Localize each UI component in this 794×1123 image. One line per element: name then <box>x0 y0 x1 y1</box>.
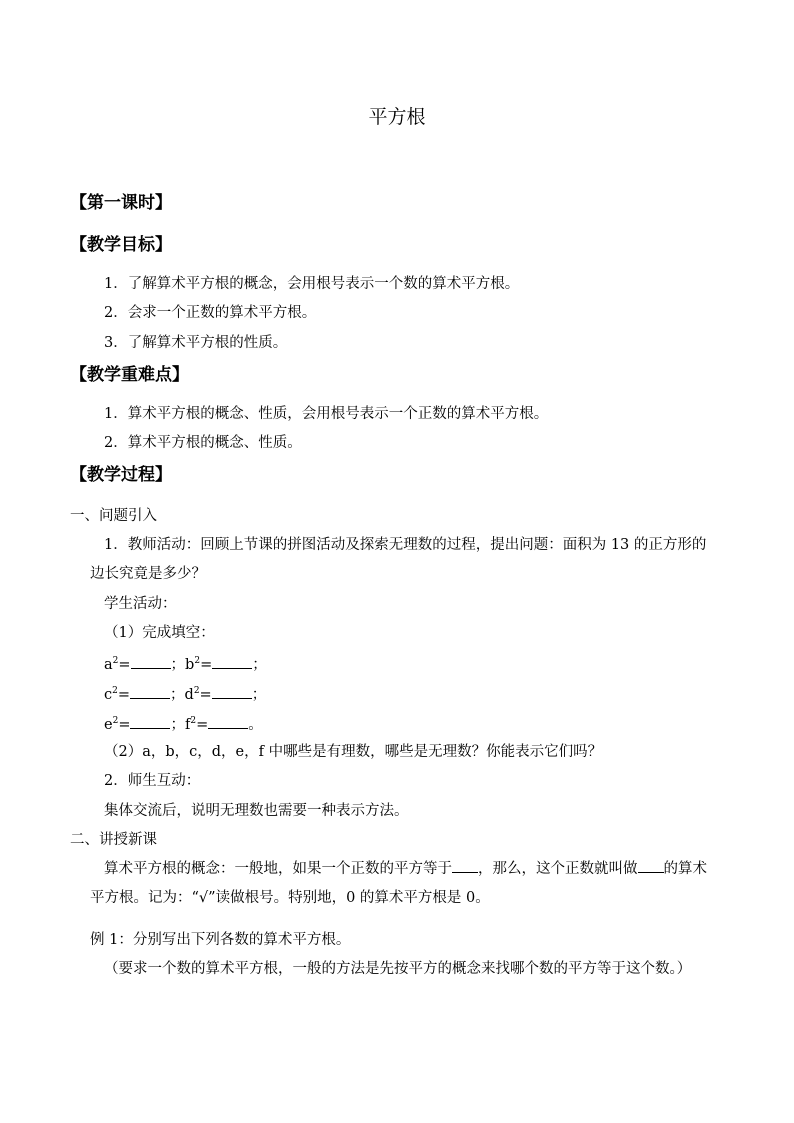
var-a: a <box>104 657 113 673</box>
concept-blank-2[interactable] <box>638 857 664 873</box>
teacher-student-interaction: 2．师生互动： <box>104 773 201 789</box>
process-heading: 【教学过程】 <box>70 465 172 485</box>
lesson-heading: 【第一课时】 <box>70 193 172 213</box>
concept-blank-1[interactable] <box>452 857 478 873</box>
fill-row-cd: $c^2=$ ；$d^2=$ ； <box>104 683 266 705</box>
fill-in-instruction: （1）完成填空： <box>104 625 215 641</box>
example-1: 例 1：分别写出下列各数的算术平方根。 <box>90 932 351 948</box>
teacher-activity: 1．教师活动：回顾上节课的拼图活动及探索无理数的过程，提出问题：面积为 13 的正方形的边长究竟是多少？ <box>90 537 707 582</box>
answer-blank[interactable] <box>130 683 170 699</box>
fill-row-ef: $e^2=$ ；$f^2=$ 。 <box>104 713 263 735</box>
part2-heading: 二、讲授新课 <box>70 832 157 848</box>
student-activity: 学生活动： <box>104 596 177 612</box>
answer-blank[interactable] <box>212 653 252 669</box>
exchange-note: 集体交流后，说明无理数也需要一种表示方法。 <box>104 803 409 819</box>
goal-item-3: 3．了解算术平方根的性质。 <box>104 335 288 351</box>
answer-blank[interactable] <box>208 713 248 729</box>
answer-blank[interactable] <box>212 683 252 699</box>
answer-blank[interactable] <box>131 653 171 669</box>
fill-row-ab: $a^2=$ ；$b^2=$ ； <box>104 653 267 675</box>
key-points-heading: 【教学重难点】 <box>70 365 189 385</box>
part1-heading: 一、问题引入 <box>70 508 157 524</box>
example-note: （要求一个数的算术平方根，一般的方法是先按平方的概念来找哪个数的平方等于这个数。） <box>104 961 692 977</box>
question-2: （2）a，b，c，d，e，f 中哪些是有理数，哪些是无理数？你能表示它们吗？ <box>104 744 603 760</box>
var-e: e <box>104 717 113 733</box>
var-d: d <box>184 687 194 703</box>
goal-item-1: 1．了解算术平方根的概念，会用根号表示一个数的算术平方根。 <box>104 276 520 292</box>
answer-blank[interactable] <box>130 713 170 729</box>
key-item-2: 2．算术平方根的概念、性质。 <box>104 435 302 451</box>
goal-item-2: 2．会求一个正数的算术平方根。 <box>104 305 317 321</box>
concept-definition: 算术平方根的概念：一般地，如果一个正数的平方等于 ，那么，这个正数就叫做 的算术平方根。记为：“√”读做根号。特别地，0 的算术平方根是 0。 <box>90 855 715 913</box>
var-c: c <box>104 687 113 703</box>
key-item-1: 1．算术平方根的概念、性质，会用根号表示一个正数的算术平方根。 <box>104 406 549 422</box>
page-title: 平方根 <box>368 106 426 128</box>
var-f: f <box>184 717 191 733</box>
var-b: b <box>185 657 195 673</box>
goals-heading: 【教学目标】 <box>70 235 172 255</box>
